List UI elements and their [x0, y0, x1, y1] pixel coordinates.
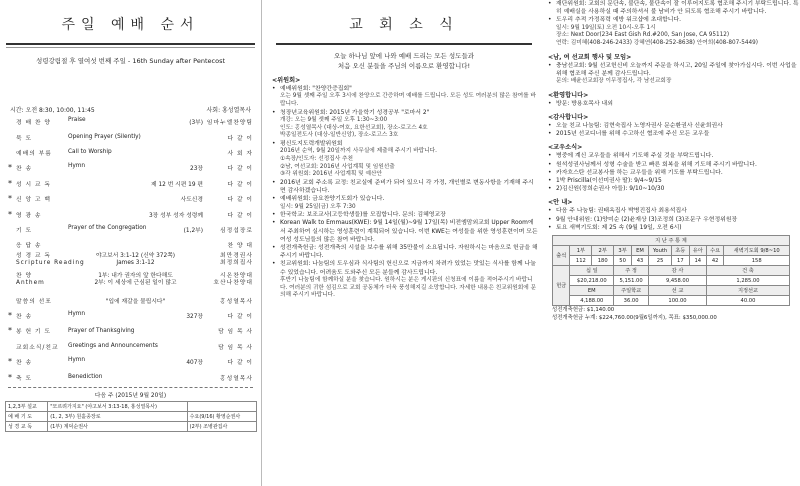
attendance-value: 25 [649, 256, 672, 266]
news-item-text: 2016년 교회 주소록 교정: 친교실에 준비가 되어 있으니 각 가정, 개인별로 변동사항을 기재해 주시면 감사하겠습니다. [280, 179, 534, 195]
order-row [0, 369, 261, 384]
news-item [546, 122, 800, 130]
offering-value-row [553, 296, 790, 306]
order-item-note: 327장 [186, 314, 203, 321]
bullet-icon: • [548, 123, 552, 130]
news-item [546, 185, 800, 193]
attendance-value: 158 [724, 256, 790, 266]
bullet-icon: • [272, 179, 276, 186]
order-marker: * [8, 163, 12, 173]
news-item [546, 161, 800, 169]
order-item-note: 407장 [186, 360, 203, 367]
order-item-leader: 다 같 이 [227, 212, 253, 219]
order-row [0, 354, 261, 369]
order-item-leader: 홍성열목사 [220, 375, 253, 382]
offering-header-row [553, 266, 790, 276]
order-item-english: Prayer of the Congregation [68, 224, 147, 231]
order-item-name: 신 앙 고 백 [16, 197, 51, 204]
committee-news-list [270, 85, 538, 300]
offering-value: 5,151.00 [614, 276, 649, 286]
news-item-text: 오늘 친교 나눔팀: 김현숙집사 노영자권사 문순환권사 신윤희권사 [556, 123, 723, 130]
next-week-cell: (2부) 조병관집사 [187, 421, 256, 431]
offering-value: 40.00 [706, 296, 789, 306]
news-item-text: 한국학교: 보조교사(고등학생들)를 모집합니다. 문의: 김혜영교장 [280, 212, 446, 219]
attendance-header: 1부 [570, 246, 592, 256]
attendance-header: 2부 [592, 246, 614, 256]
title-divider [6, 43, 255, 45]
order-item-detail [68, 117, 203, 126]
news-item-text: 재단위원회: 교회의 문단속, 불단속, 물단속이 잘 이루어지도록 협조해 주시기 부탁드립니다. 특히 예배실을 사용하실 때 주의하셔서 불 남비가 안 되도록 협조해 주시기 바랍니다. [556, 1, 799, 16]
bullet-icon: • [548, 216, 552, 223]
order-list [0, 114, 261, 253]
welcome-section-heading: <환영합니다> [548, 91, 589, 99]
bullet-icon: • [272, 86, 276, 92]
order-item-english: Call to Worship [68, 149, 112, 156]
order-item-note: 23장 [190, 166, 203, 173]
news-item-text: 방문: 방용호목사 내외 [556, 100, 613, 107]
liturgical-subtitle: 성령강림절 후 열여섯 번째 주일 - 16th Sunday after Pentecost [35, 57, 226, 65]
title-divider-thin [6, 47, 255, 48]
order-row [0, 237, 261, 252]
order-row [0, 308, 261, 323]
news-title: 교 회 소 식 [349, 17, 459, 33]
church-news-column [270, 0, 538, 486]
order-item-note: (1,2부) [183, 227, 203, 234]
next-week-cell: 수요(9/16) 황영순권사 [187, 411, 256, 421]
news-item-text: Korean Walk to Emmaus(KWE): 9월 14일(월)~9월 17일(목) 비전엠맘외교회 Upper Room에서 주최하여 실시하는 영성훈련이 계획되어 있습니다. 이번 KWE는 여성들을 위한 영성훈련이며 모든 여성 성도님들의 많은 참여 바랍니다. [280, 220, 538, 243]
offering-header-row [553, 286, 790, 296]
next-week-row [6, 421, 257, 431]
service-times: 시간: 오전 8:30, 10:00, 11:45 [10, 107, 95, 114]
order-row-anthem: 찬 양 Anthem 1부: 내가 권자의 앞 한다해도 2부: 이 세상에 근심된 일이 많고 시온찬양대 호산나찬양대 [16, 272, 253, 286]
attendance-header: 3부 [614, 246, 632, 256]
news-item-detail: 후반기 나눔팀에 함께하실 분을 찾습니다. 원하시는 분은 게시판의 신청표에 이름을 적어주시기 바랍니다. 여러분의 귀한 섬김으로 교회 공동체가 더욱 풍성해지길 소망합니다. 자세한 내용은 친교위원회에 문의해 주시기 바랍니다. [280, 276, 537, 299]
weekly-statistics-table [552, 235, 790, 306]
worship-order-column [0, 0, 262, 486]
order-item-leader: 심정섭장로 [220, 227, 253, 234]
bullet-icon: • [272, 109, 276, 116]
order-item-english: Praise [68, 117, 86, 124]
order-item-leader: 다 같 이 [227, 181, 253, 188]
offering-header: 선 교 [649, 286, 707, 296]
bullet-icon: • [548, 62, 552, 69]
news-item [270, 219, 538, 244]
offering-header: EM [570, 286, 614, 296]
offering-value-row [553, 276, 790, 286]
news-item-detail: 2016년 순역, 9월 20일까지 사무실에 제출해 주시기 바랍니다. [280, 148, 437, 155]
order-list-2 [0, 308, 261, 385]
bullet-icon: • [548, 178, 552, 185]
order-item-detail [68, 163, 203, 172]
news-item-text: 다음 주 나눔팀: 권태옥집사 박병진집사 최용석집사 [556, 208, 687, 215]
news-item-text: 도우리 추적 가정폭력 예방 워크샵에 초대합니다. [556, 17, 682, 24]
order-item-note: (3부) [189, 120, 203, 127]
news-item-text: 1박 Priscilla(이선미권사 딸): 9/4~9/15 [556, 178, 662, 185]
order-item-english: Greetings and Announcements [68, 343, 158, 350]
thanks-section-heading: <감사합니다> [548, 114, 589, 122]
order-item-detail [68, 149, 203, 155]
order-item-english: Opening Prayer (Silently) [68, 134, 141, 141]
news-item-detail: 일시: 9월 19일(토) 오전 10시-오후 1시 [556, 24, 656, 31]
next-week-cell: "모르려가지요" (야고보서 3:13-18, 홍성열목사) [48, 401, 187, 411]
order-row [0, 222, 261, 237]
order-item-detail [68, 225, 203, 234]
news-item [546, 177, 800, 185]
offering-label: 헌금 [553, 266, 570, 306]
order-item-english: Hymn [68, 311, 86, 318]
news-item-text: 친교위원회: 나눔팀의 도우심과 식사팀의 헌신으로 지금까지 차려가 있었는 맛있는 식사를 함께 나눌 수 있었습니다. 어려움도 도와주신 모든 분들께 감사드립니다. [280, 261, 536, 276]
order-item-english: Prayer of Thanksgiving [68, 327, 135, 334]
order-item-leader: 다 같 이 [227, 314, 253, 321]
news-item-text: 예배위원회: 금요찬양기도회가 있습니다. [280, 196, 385, 203]
welcome-message: 오늘 하나님 앞에 나와 예배 드리는 모든 성도들과 처음 오신 분들을 주님의 이름으로 환영합니다! [333, 52, 475, 70]
bullet-icon: • [548, 17, 552, 24]
news-item-detail: 장소: Next Door(234 East Gish Rd.#200, San Jose, CA 95112) [556, 32, 730, 39]
order-item-name: 찬 송 [16, 314, 33, 321]
offering-header: 주 정 [614, 266, 649, 276]
next-week-cell: 성 경 교 독 [6, 421, 48, 431]
news-item-text: 9월 안내위원: (1)양미순 (2)윤재상 (3)조정희 (3)조문구 우현정위원장 [556, 216, 738, 223]
next-week-title: 다음 주 (2015년 9월 20일) [94, 392, 167, 399]
news-item-text: 2015년 선교디너를 위해 수고하신 협조에 주신 모든 교우들 [556, 131, 710, 138]
attendance-header-row [553, 246, 790, 256]
order-item-leader: 찬 양 대 [227, 243, 253, 250]
attendance-header: EM [632, 246, 649, 256]
news-item [270, 85, 538, 93]
next-week-row [6, 401, 257, 411]
title-divider [276, 43, 532, 45]
bullet-icon: • [548, 100, 552, 107]
news-item [546, 224, 800, 232]
order-item-name: 찬 송 [16, 360, 33, 367]
order-item-name: 교회소식/친교 [16, 344, 59, 351]
attendance-header: Youth [649, 246, 672, 256]
attendance-value: 112 [570, 256, 592, 266]
order-item-note: 사도신경 [180, 197, 203, 204]
order-item-name: 성 시 교 독 [16, 181, 51, 188]
next-week-table [5, 401, 257, 432]
offering-value: 36.00 [614, 296, 649, 306]
order-item-name: 축 도 [16, 375, 33, 382]
order-item-detail [68, 311, 203, 320]
order-item-name: 예배의 부름 [16, 150, 52, 157]
order-row [0, 176, 261, 191]
committee-section-heading: <위원회> [272, 77, 301, 84]
order-item-english: Hymn [68, 357, 86, 364]
news-item [546, 169, 800, 177]
bullet-icon: • [272, 196, 276, 203]
offering-value: 100.00 [649, 296, 707, 306]
order-item-leader: 다 같 이 [227, 197, 253, 204]
bullet-icon: • [548, 186, 552, 193]
order-item-name: 봉 헌 기 도 [16, 329, 51, 336]
news-item [270, 109, 538, 117]
offering-value: 1,285.00 [706, 276, 789, 286]
news-item [270, 179, 538, 195]
order-item-name: 경 배 찬 양 [16, 120, 51, 127]
news-item-text: 토요 새벽기도회: 제 25 속 (9월 19일, 오전 6시) [556, 224, 682, 231]
order-row [0, 114, 261, 129]
order-item-leader: 다 같 이 [227, 360, 253, 367]
news-item [546, 62, 800, 78]
dashed-divider [8, 387, 253, 388]
news-item [546, 0, 800, 16]
bullet-icon: • [548, 224, 552, 231]
order-item-detail [68, 194, 203, 203]
offering-value: 4,188.00 [570, 296, 614, 306]
bullet-icon: • [272, 140, 276, 147]
order-marker: * [8, 209, 12, 219]
next-week-cell: 1,2,3부 설교 [6, 401, 48, 411]
offering-header: 감 사 [649, 266, 707, 276]
order-item-leader: 임마누엘찬양팀 [206, 120, 253, 127]
news-item-text: 카자흐스탄 선교봉사를 하는 교우들을 위해 기도를 부탁드립니다. [556, 169, 723, 176]
news-item-detail: 개강: 오는 9월 셋째 주일 오후 1:30~3:00 [280, 116, 388, 123]
offering-value: 9,458.00 [649, 276, 707, 286]
order-item-detail [68, 343, 203, 349]
order-item-leader: 담 임 목 사 [218, 329, 253, 336]
order-row [0, 339, 261, 354]
service-officiant: 사회: 홍성열목사 [206, 107, 251, 114]
offering-header: 십 일 [570, 266, 614, 276]
order-item-name: 기 도 [16, 227, 33, 234]
order-item-detail [68, 179, 203, 188]
news-item-text: 성전개축헌금: 성전개축의 시설을 보수를 위해 35만불이 소요됩니다. 자원하시는 마음으로 헌금을 해 주시기 바랍니다. [280, 245, 538, 260]
top-news-list [546, 0, 800, 48]
order-item-detail [68, 357, 203, 366]
news-item-detail: ②남, 여선교회: 2016년 사업계획 및 임원선출 [280, 163, 395, 170]
news-item [270, 140, 538, 148]
order-marker: * [8, 194, 12, 204]
order-marker: * [8, 326, 12, 336]
order-item-name: 영 광 송 [16, 212, 42, 219]
order-item-name: 묵 도 [16, 135, 33, 142]
attendance-label: 출석 [553, 246, 570, 266]
order-marker: * [8, 372, 12, 382]
news-item [270, 211, 538, 219]
service-meta [0, 105, 261, 114]
attendance-value: 42 [706, 256, 723, 266]
bullet-icon: • [548, 153, 552, 160]
stats-title-row [553, 236, 790, 246]
offering-header: 지정선교 [706, 286, 789, 296]
news-item-detail: 문의: 배윤선교회장 이무정집사, 각 남선교회장 [556, 78, 672, 85]
news-item-text: 청장년교육위원회: 2015년 가을학기 성경공부 "로마서 2" [280, 109, 430, 116]
order-item-leader: 다 같 이 [227, 135, 253, 142]
news-item-text: 2)김신원(정희순권사 아들): 9/10~10/30 [556, 186, 665, 193]
bullet-icon: • [548, 131, 552, 138]
bullet-icon: • [272, 261, 276, 268]
order-row-scripture: 성 경 교 독 Scripture Reading 야고보서 3:1-12 (신약 372쪽) James 3:1-12 최만경권사 최정희집사 [16, 252, 253, 266]
news-item [270, 260, 538, 276]
order-item-detail [68, 210, 203, 219]
next-week-cell: 예 배 기 도 [6, 411, 48, 421]
order-item-detail [68, 134, 203, 140]
news-item-detail: 연락: 김미혜(408-246-2433) 강혜연(408-252-8638) 안여희(408-807-5449) [556, 40, 758, 47]
news-item [546, 16, 800, 24]
next-week-cell: (1, 2, 3부) 원홀종장로 [48, 411, 187, 421]
news-item-detail: ③각 위원회: 2016년 사업계획 및 예산안 [280, 171, 382, 178]
order-marker: * [8, 178, 12, 188]
guide-section-heading: <안 내> [548, 199, 573, 207]
order-row [0, 145, 261, 160]
order-row [0, 206, 261, 221]
order-item-name: 찬 송 [16, 166, 33, 173]
bullet-icon: • [548, 1, 552, 7]
attendance-value: 180 [592, 256, 614, 266]
order-item-english: Benediction [68, 374, 103, 381]
stats-title: 지 난 주 통 계 [553, 236, 790, 246]
news-item-detail: 일시: 9월 25일(금) 오후 7:30 [280, 203, 356, 210]
attendance-value: 17 [672, 256, 689, 266]
news-item-text: 원석성권사님께서 성형 수술을 받고 빠른 회복을 위해 기도해 주시기 바랍니다. [556, 161, 757, 168]
next-week-cell [187, 401, 256, 411]
bullet-icon: • [548, 208, 552, 215]
attendance-value: 50 [614, 256, 632, 266]
building-fund-total: 성전개축헌금 누계: $224,760.00(9월6일까지), 목표: $350,000.00 [552, 315, 717, 322]
order-item-leader: 담 임 목 사 [218, 344, 253, 351]
news-item-text: 충남선교회: 9월 선교헌신비 오늘까지 주문을 하시고, 20일 주일에 찾아가십시다. 이번 사업을 위해 협조해 주신 분께 감사드립니다. [556, 62, 797, 77]
order-marker: * [8, 357, 12, 367]
news-item [270, 195, 538, 203]
attendance-value: 14 [689, 256, 706, 266]
news-item [546, 207, 800, 215]
news-item-text: 예배위원회: "찬양간증집회" [280, 86, 352, 92]
news-item [546, 152, 800, 160]
attendance-row [553, 256, 790, 266]
order-item-leader: 사 회 자 [227, 150, 253, 157]
next-week-row [6, 411, 257, 421]
news-item [546, 130, 800, 138]
worship-order-title: 주일 예배 순서 [61, 17, 200, 33]
news-item-detail: ①속장/인도자: 선정집사 추천 [280, 155, 353, 162]
news-item [546, 100, 800, 108]
attendance-header: 수요 [706, 246, 723, 256]
next-week-cell: (1부) 계덕순권사 [48, 421, 187, 431]
offering-header: 건 축 [706, 266, 789, 276]
news-item [546, 216, 800, 224]
attendance-header: 새벽기도회 9/8~10 [724, 246, 790, 256]
news-item-detail: 인도: 홍성열목사 (대상-여호, 요한선교회), 장소-로고스 4호 [280, 124, 428, 131]
mission-section-heading: <남, 여 선교회 행사 및 모임> [548, 53, 632, 61]
order-item-name: 응 답 송 [16, 243, 42, 250]
order-item-detail [68, 328, 203, 334]
attendance-value: 43 [632, 256, 649, 266]
news-item-detail: 박종일전도사 (대상-일반신앙), 장소-로고스 3호 [280, 132, 399, 139]
bullet-icon: • [272, 212, 276, 219]
bullet-icon: • [272, 245, 276, 252]
order-item-detail [68, 374, 203, 380]
order-row [0, 323, 261, 338]
order-marker: * [8, 311, 12, 321]
offering-value: $20,218.00 [570, 276, 614, 286]
order-item-note: 3장 성부 성자 성령께 [148, 212, 203, 219]
order-item-english: Hymn [68, 163, 86, 170]
order-item-leader: 다 같 이 [227, 166, 253, 173]
order-row [0, 160, 261, 175]
member-news-heading: <교우소식> [548, 144, 583, 152]
bullet-icon: • [272, 220, 276, 227]
news-item-text: 병중에 계신 교우들을 위해서 기도해 주실 것을 부탁드립니다. [556, 153, 714, 160]
order-row-sermon: 말씀의 선포 "입에 재갈을 물립시다" 홍성열목사 [16, 298, 253, 305]
news-item-detail: 오는 9월 셋째 주일 오후 3시에 찬양으로 간증하며 예배를 드립니다. 모든 성도 여러분의 많은 참여를 바랍니다. [280, 93, 536, 107]
news-item-text: 평신도지도력개발위원회 [280, 140, 343, 147]
bullet-icon: • [548, 169, 552, 176]
order-row [0, 129, 261, 144]
attendance-header: 유아 [689, 246, 706, 256]
offering-header: 주일학교 [614, 286, 649, 296]
order-item-note: 제 12 번 시편 19 편 [151, 181, 203, 188]
attendance-header: 초등 [672, 246, 689, 256]
bullet-icon: • [548, 161, 552, 168]
news-item [270, 244, 538, 260]
order-row [0, 191, 261, 206]
building-fund: 성전개축헌금: $1,140.00 [552, 307, 615, 314]
news-continued-column [546, 0, 800, 486]
